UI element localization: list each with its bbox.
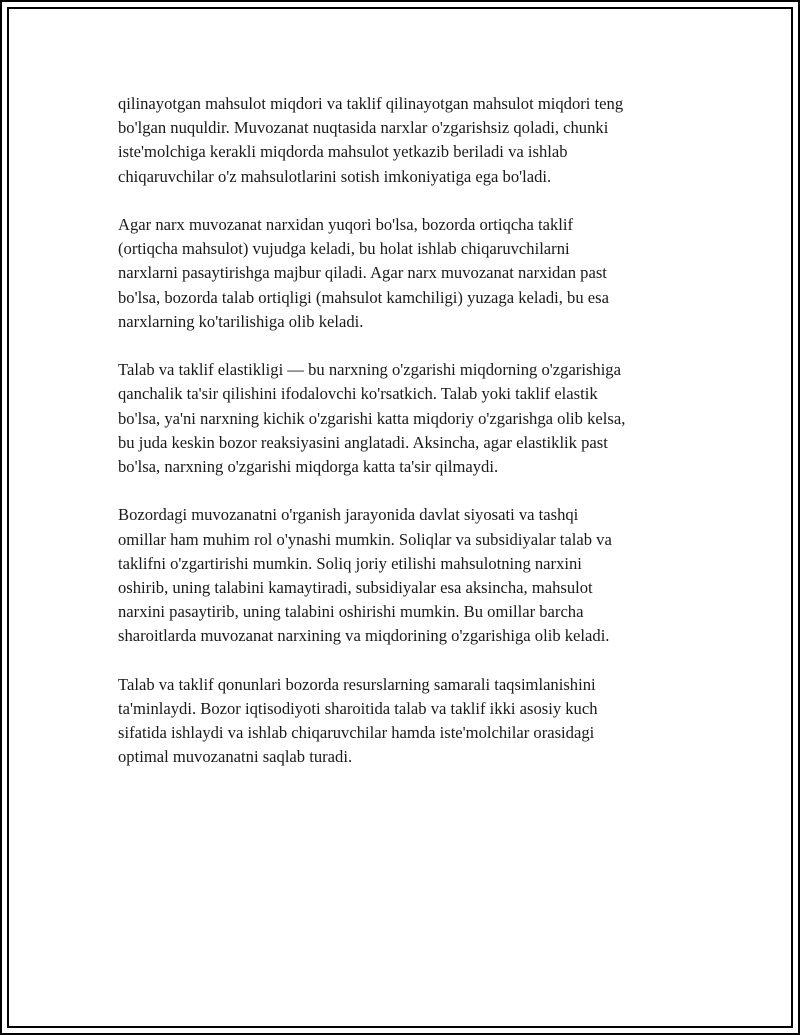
text-line: oshirib, uning talabini kamaytiradi, subsidiyalar esa aksincha, mahsulot	[118, 578, 593, 598]
paragraph-1	[118, 92, 698, 189]
text-line: chiqaruvchilar o'z mahsulotlarini sotish imkoniyatiga ega bo'ladi.	[118, 166, 552, 186]
text-line: bo'lsa, bozorda talab ortiqligi (mahsulot kamchiligi) yuzaga keladi, bu esa	[118, 287, 609, 307]
text-line: bo'lsa, ya'ni narxning kichik o'zgarishi katta miqdoriy o'zgarishga olib kelsa,	[118, 408, 626, 428]
text-line: iste'molchiga kerakli miqdorda mahsulot yetkazib beriladi va ishlab	[118, 142, 568, 162]
text-line: omillar ham muhim rol o'ynashi mumkin. Soliqlar va subsidiyalar talab va	[118, 529, 612, 549]
text-line: sifatida ishlaydi va ishlab chiqaruvchilar hamda iste'molchilar orasidagi	[118, 723, 595, 743]
text-line: qanchalik ta'sir qilishini ifodalovchi ko'rsatkich. Talab yoki taklif elastik	[118, 384, 598, 404]
text-line: sharoitlarda muvozanat narxining va miqdorining o'zgarishiga olib keladi.	[118, 626, 610, 646]
paragraph-2	[118, 213, 698, 334]
text-line: optimal muvozanatni saqlab turadi.	[118, 747, 353, 767]
text-line: bu juda keskin bozor reaksiyasini anglatadi. Aksincha, agar elastiklik past	[118, 432, 608, 452]
text-line: narxini pasaytirib, uning talabini oshirishi mumkin. Bu omillar barcha	[118, 602, 584, 622]
paragraph-5	[118, 673, 698, 770]
text-line: ta'minlaydi. Bozor iqtisodiyoti sharoitida talab va taklif ikki asosiy kuch	[118, 699, 598, 719]
text-line: narxlarning ko'tarilishiga olib keladi.	[118, 311, 364, 331]
text-line: bo'lgan nuquldir. Muvozanat nuqtasida narxlar o'zgarishsiz qoladi, chunki	[118, 118, 609, 138]
text-line: qilinayotgan mahsulot miqdori va taklif qilinayotgan mahsulot miqdori teng	[118, 94, 624, 113]
text-line: Bozordagi muvozanatni o'rganish jarayonida davlat siyosati va tashqi	[118, 505, 579, 525]
paragraph-3	[118, 358, 698, 479]
text-line: taklifni o'zgartirishi mumkin. Soliq joriy etilishi mahsulotning narxini	[118, 553, 582, 573]
text-line: bo'lsa, narxning o'zgarishi miqdorga katta ta'sir qilmaydi.	[118, 457, 499, 477]
text-line: Agar narx muvozanat narxidan yuqori bo'lsa, bozorda ortiqcha taklif	[118, 215, 574, 234]
text-line: narxlarni pasaytirishga majbur qiladi. Agar narx muvozanat narxidan past	[118, 263, 607, 283]
text-line: Talab va taklif elastikligi — bu narxning o'zgarishi miqdorning o'zgarishiga	[118, 360, 621, 380]
text-line: (ortiqcha mahsulot) vujudga keladi, bu holat ishlab chiqaruvchilarni	[118, 239, 570, 259]
document-body	[118, 92, 698, 794]
paragraph-4	[118, 503, 698, 648]
text-line: Talab va taklif qonunlari bozorda resurslarning samarali taqsimlanishini	[118, 674, 596, 694]
